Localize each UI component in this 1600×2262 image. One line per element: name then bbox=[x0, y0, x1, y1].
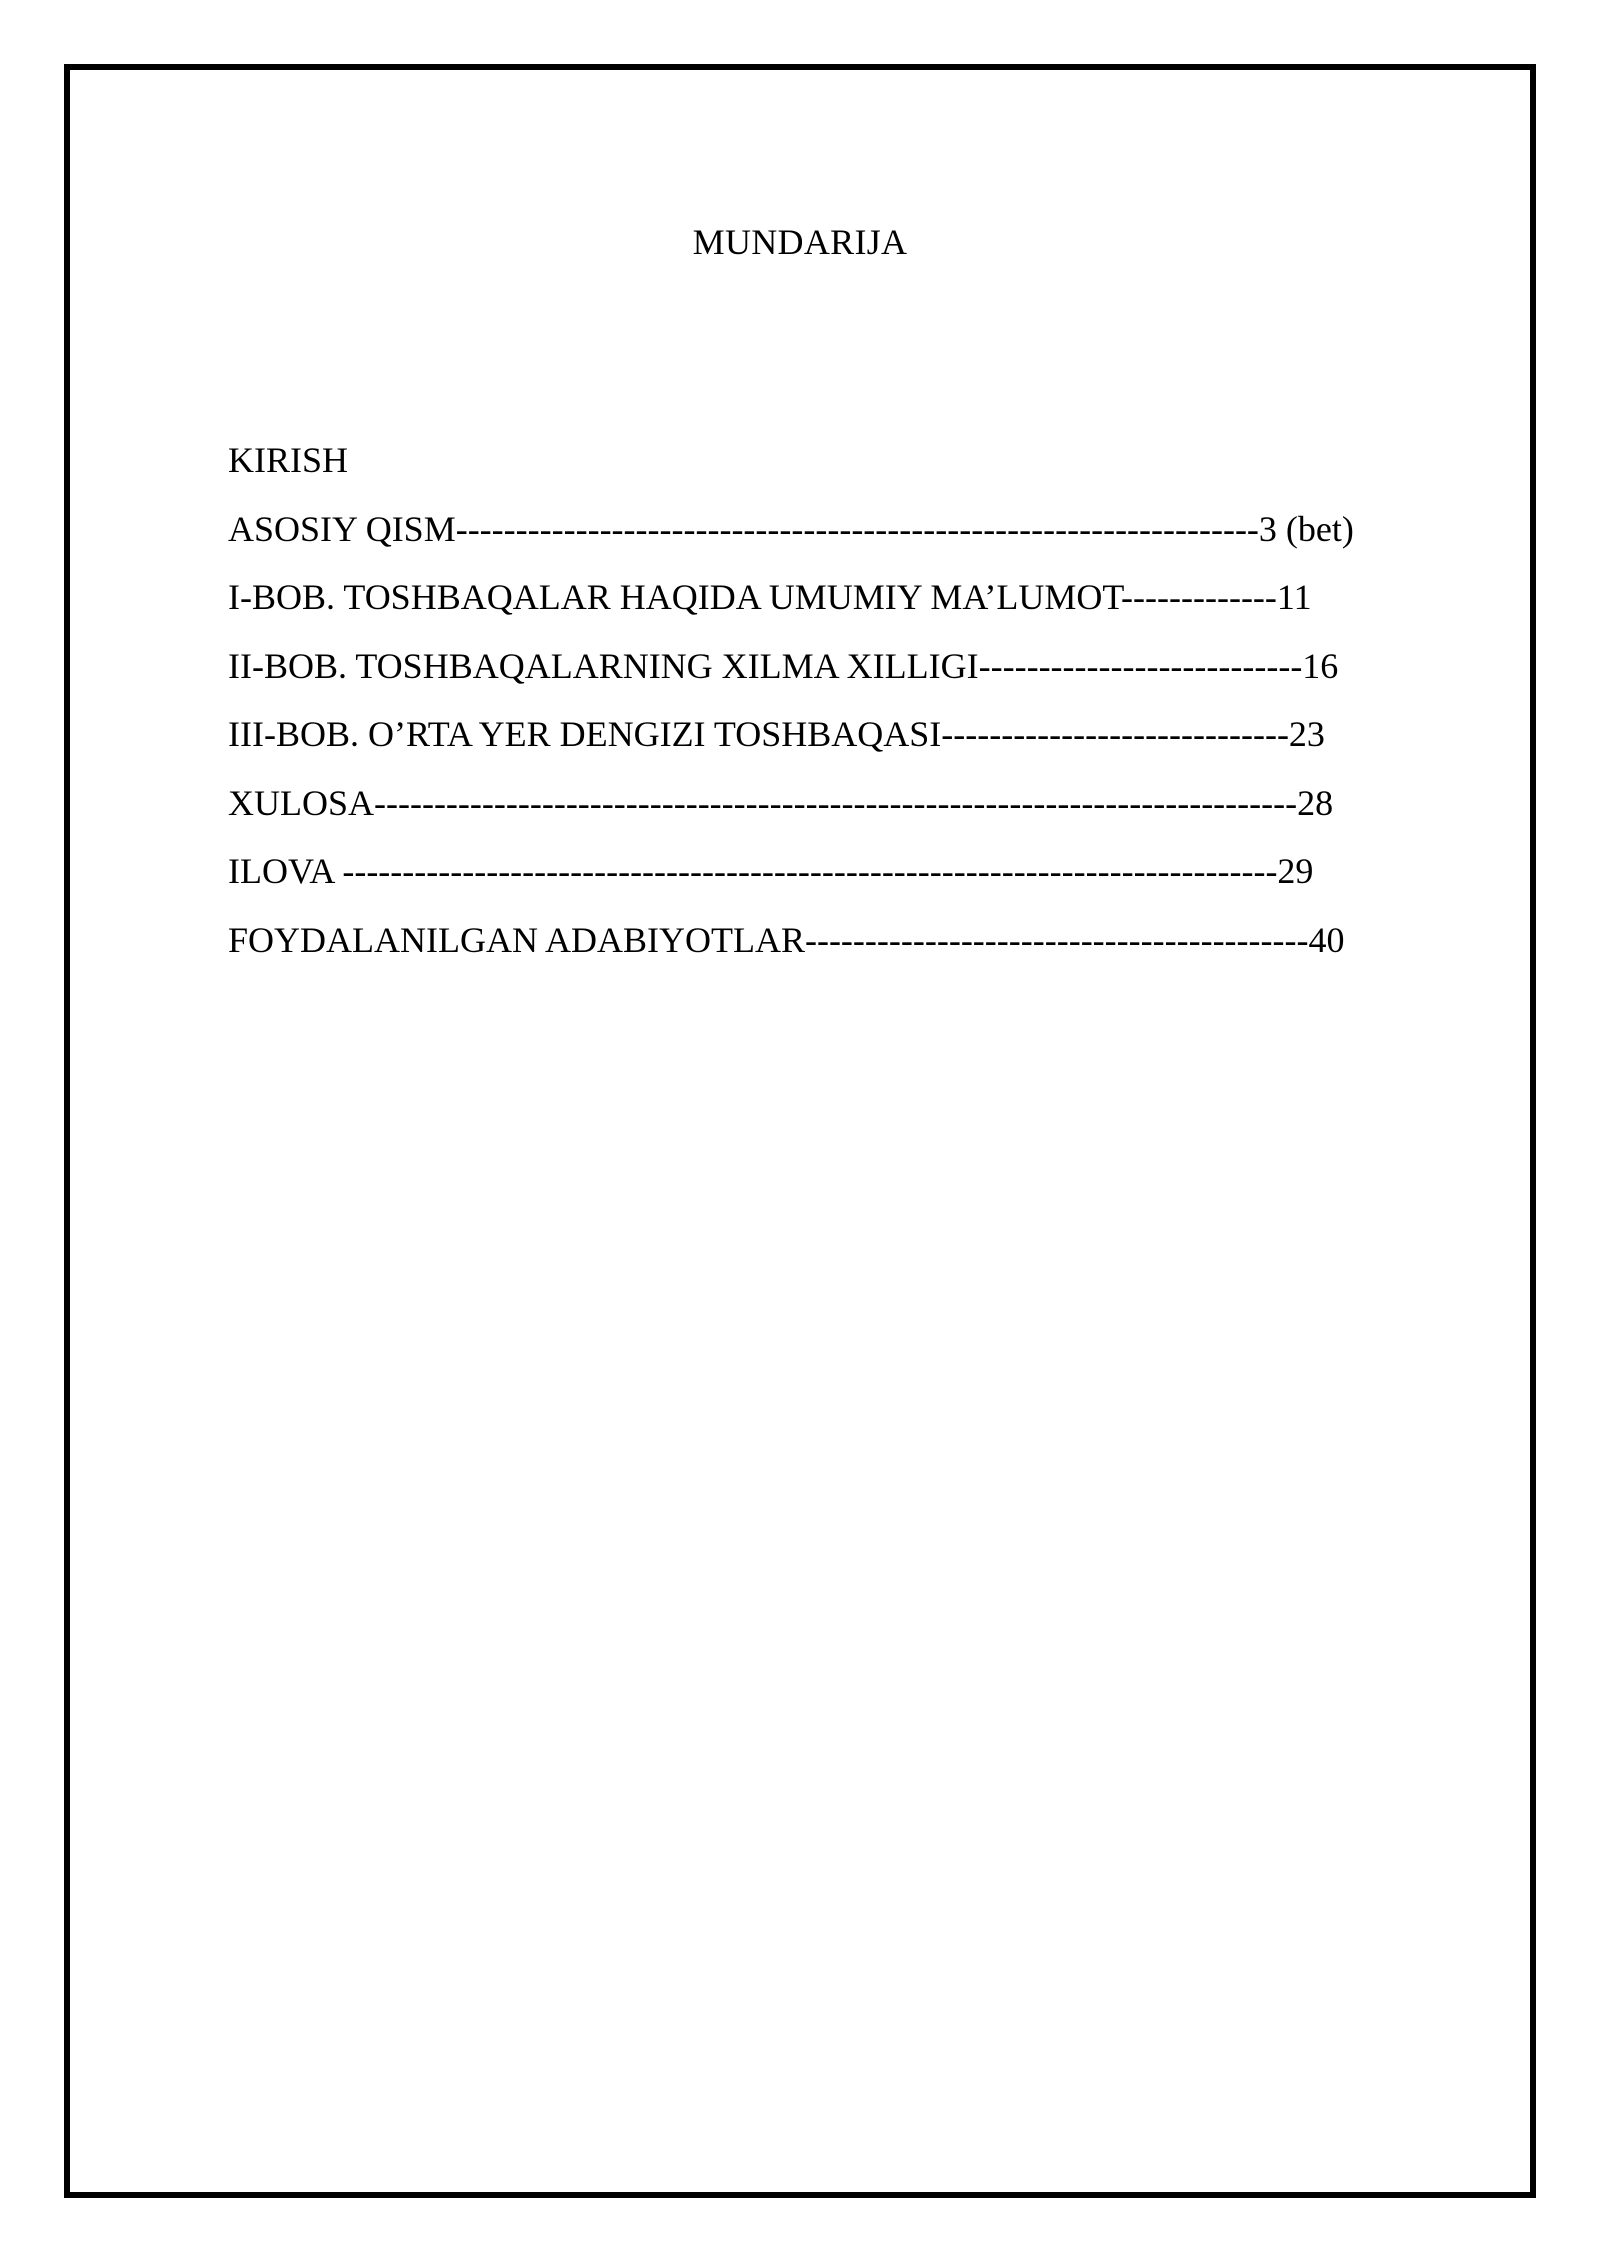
toc-entry-ilova: ILOVA ------------------------------------------------------------------------------29 bbox=[228, 851, 1314, 891]
toc-entry-chapter-2: II-BOB. TOSHBAQALARNING XILMA XILLIGI---------------------------16 bbox=[228, 645, 1339, 686]
toc-entry-xulosa: XULOSA-----------------------------------------------------------------------------28 bbox=[228, 782, 1334, 823]
table-of-contents bbox=[228, 426, 1458, 974]
toc-entry-chapter-1: I-BOB. TOSHBAQALAR HAQIDA UMUMIY MA’LUMOT-------------11 bbox=[228, 577, 1312, 617]
page-border bbox=[64, 64, 1536, 2198]
toc-entry-references: FOYDALANILGAN ADABIYOTLAR------------------------------------------40 bbox=[228, 919, 1345, 960]
toc-entry-chapter-3: III-BOB. O’RTA YER DENGIZI TOSHBAQASI-----------------------------23 bbox=[228, 714, 1325, 754]
page-title: MUNDARIJA bbox=[692, 222, 908, 262]
toc-entry-asosiy-qism: ASOSIY QISM-------------------------------------------------------------------3 (bet) bbox=[228, 508, 1354, 549]
toc-entry-kirish: KIRISH bbox=[228, 440, 349, 480]
